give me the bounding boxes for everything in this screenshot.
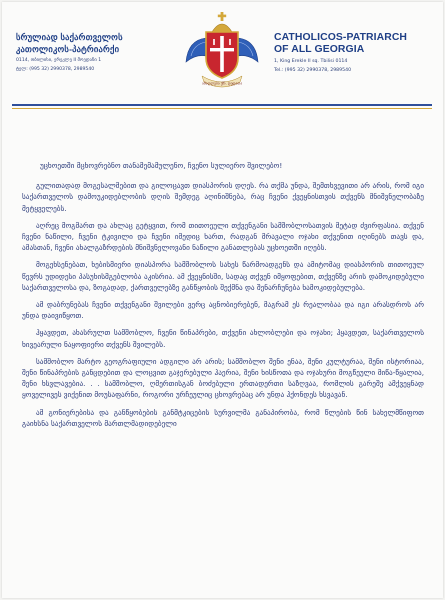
letterhead (2, 2, 443, 142)
header-rule-blue (12, 104, 432, 106)
letter-body (22, 160, 424, 435)
crest-caption: ამაღლება ქრ. დედათა (201, 81, 243, 86)
org-title-english-line2: OF ALL GEORGIA (274, 44, 365, 55)
letter-paragraph: სამშობლო მარტო გეოგრაფიული ადგილი არ არის; სამშობლო შენი ენაა, შენი კულტურაა, შენი ისტორიაა, შენი წინაპრების განცდებით და ლოცვით გაჯერებული ჰაერია, შენი ხისწოთა და ოჯახური მოგწეული მიწა-წყალია, შენი ხსვლავებია. . . სამშობლო, ღმერთისგან ბოძებული ერთადერთი საზღვაა, რომლის გარეშე ამქვეყნად ყოველივეს ვიქენით მოუსაფარნი, როგორი ურჩეულიც ცხოვრებაც არ უნდა ჰქონდეს ხსვავან. (22, 356, 424, 400)
org-title-english-line1: CATHOLICOS-PATRIARCH (274, 32, 408, 43)
letterhead-english (274, 32, 434, 74)
address-english-line1: 1, King Erekle II sq. Tbilisi 0114 (274, 59, 348, 64)
header-rule-gold (12, 108, 432, 109)
letter-page (2, 2, 443, 598)
address-english-line2: Tel.: (995 32) 2990378, 2989540 (274, 68, 352, 73)
letter-paragraph: ამ გონიერებისა და განწყობების განმტკიცების სურვილმა განაპირობა, რომ წლების წინ სახელმწიფოთ გაიხსნა საქართველოს მართლმადიდებელი (22, 407, 424, 428)
address-georgian-line1: 0114, თბილისი, ერეკლე II მოედანი 1 (16, 58, 102, 63)
org-title-georgian-line1: სრულიად საქართველოს (16, 32, 123, 42)
letterhead-georgian (16, 32, 176, 73)
address-georgian-line2: ტელ: (995 32) 2990378, 2989540 (16, 67, 95, 72)
letter-paragraph: ჰყავდეთ, ახასრულთ სამშობლო, ჩვენი წინაპრები, თქვენი ახლობლები და ოჯახი; ჰყავდეთ, საქართველოს ხივეარული ნაყოფიერი თქვენს შვილებს. (22, 328, 424, 349)
letter-greeting: უცხოეთში მცხოვრებნო თანამემამულენო, ჩვენო სულიერო შვილებო! (40, 161, 283, 170)
letter-paragraph: ამ დაბრუნებას ჩვენი თქვენგანი შვილები ვერც აცნობიერებენ, მაგრამ ეს რეალობაა და იგი არასდროს არ უნდა დაივიწყოთ. (22, 300, 424, 321)
letter-paragraph: გულითადად მოგესალმებით და გილოცავთ დიასპორის დღეს. რა თქმა უნდა, შემთხვევითი არ არის, რომ იგი საქართველოს დამოუკიდებლობის დღის შემდეგ აღინიშნება, რაც ჩვენი ქვეყნისთვის თქვენს მნიშვნელობაზე მეტყველებს. (22, 181, 424, 213)
org-title-georgian-line2: კათოლიკოს-პატრიარქი (16, 43, 120, 54)
patriarchate-crest-icon (182, 10, 262, 92)
letter-paragraph: აღრეც მოგმართ და ახლაც გეტყვით, რომ თითოეული თქვენგანი სამშობლოსათვის მეტად ძვირფასია. თქვენ ჩვენი ნაწილი, ჩვენი ტკივილი და ჩვენი იმედიც ხართ, რადგან მრავალი ოჯახი თქვენით იღინებს თავს და, ამასთან, ჩვენი ახალგაზრდების მნიშვნელოვანი ნაწილი განათლებას უცხოეთში იღებს. (22, 220, 424, 253)
letter-paragraph: მოგეხსენებათ, ხებისმიერი დიასპორა სამშობლოს სახეს წარმოადგენს და ამიტომაც დიასპორის თითოეულ წევრს უდიდესი პასუხისმგებლობა აკისრია. ამ ქვეყნისში, სადაც თქვენ იმყოფებით, თქვენზე არის დამოკიდებული საქართველოსა და, ზოგადად, ქართველებზე განწყობის შექმნა და შენარჩუნება ხამოკიდებულება. (22, 260, 424, 292)
